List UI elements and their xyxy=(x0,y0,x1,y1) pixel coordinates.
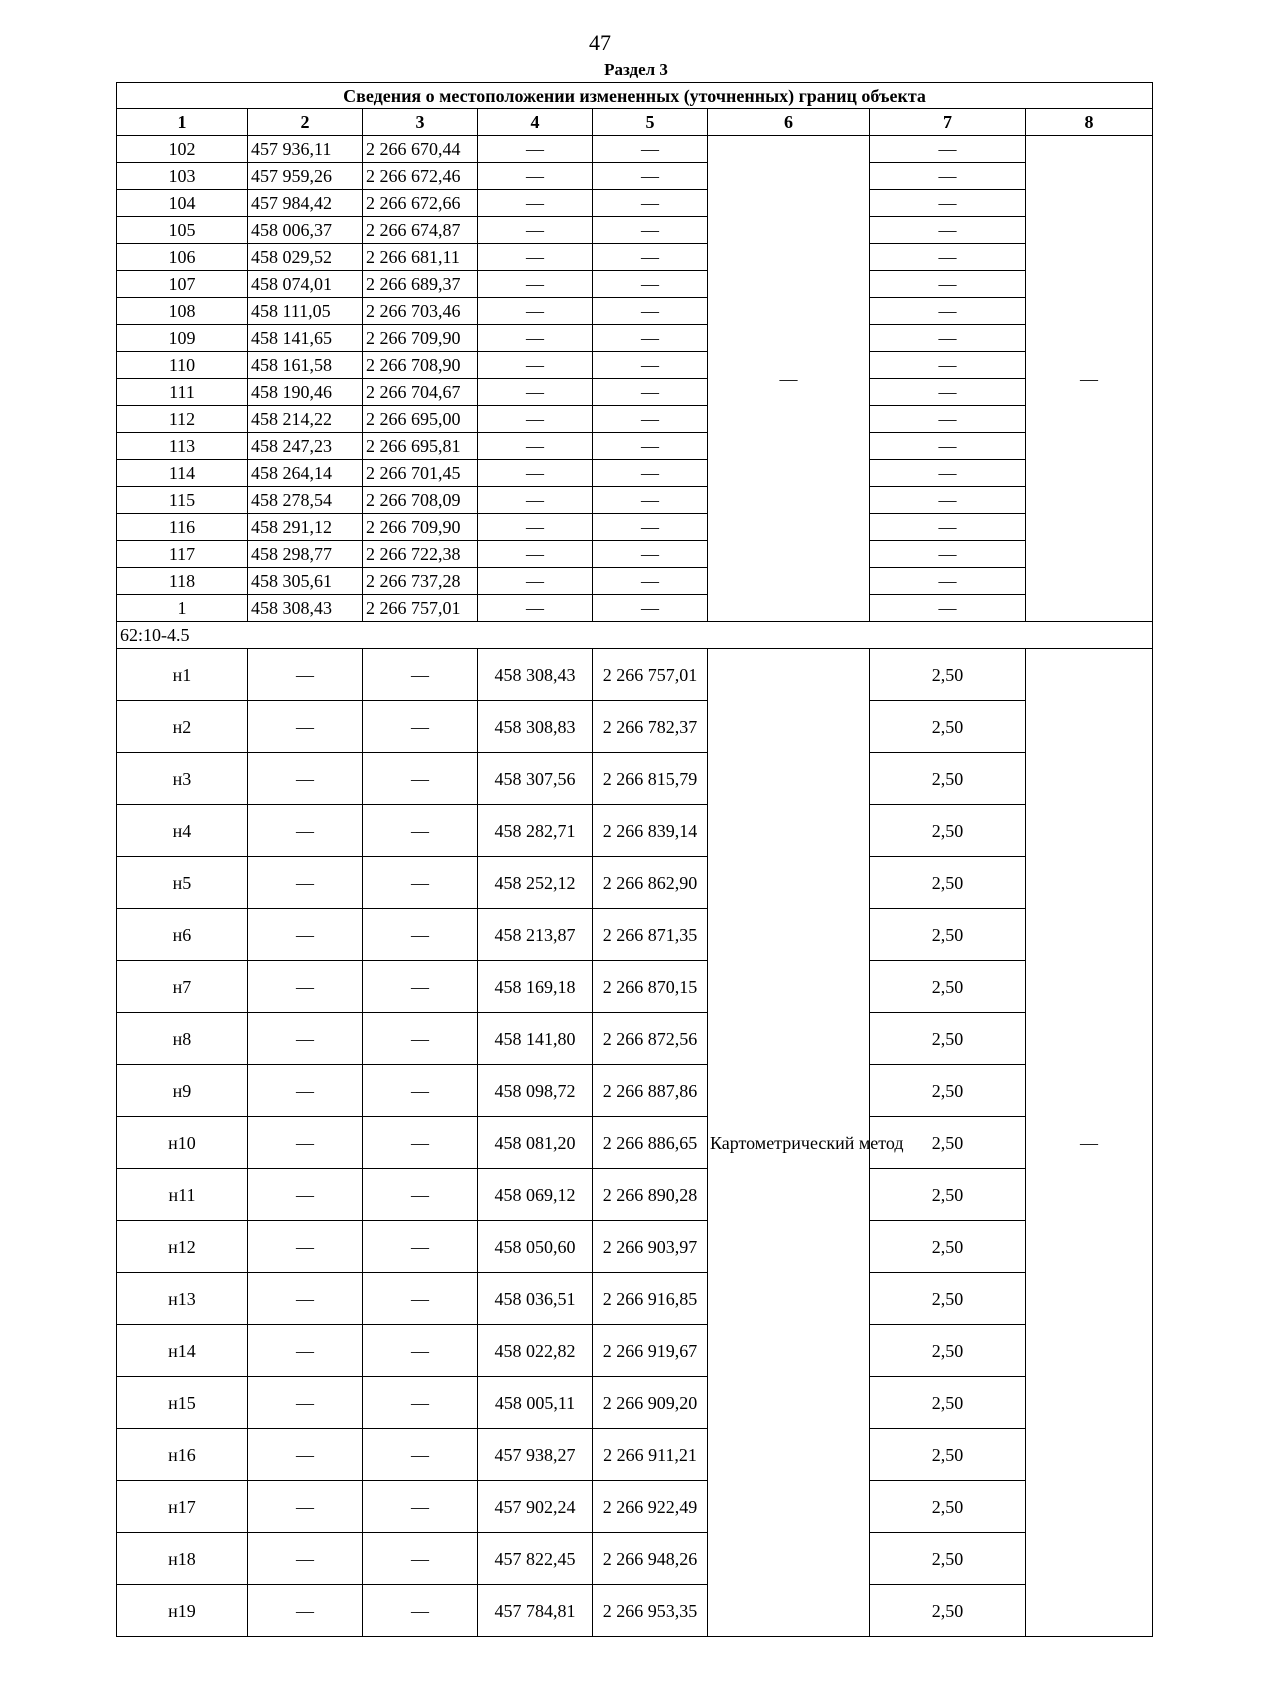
column-number: 6 xyxy=(708,109,870,136)
x-updated: 458 169,18 xyxy=(478,961,593,1013)
x-updated: — xyxy=(478,568,593,595)
table-row xyxy=(117,460,1153,487)
x-updated: — xyxy=(478,271,593,298)
x-existing: — xyxy=(248,753,363,805)
y-updated: — xyxy=(593,568,708,595)
table-row xyxy=(117,352,1153,379)
x-existing: 458 308,43 xyxy=(248,595,363,622)
x-existing: 457 936,11 xyxy=(248,136,363,163)
x-updated: 458 252,12 xyxy=(478,857,593,909)
y-updated: — xyxy=(593,352,708,379)
y-existing: 2 266 670,44 xyxy=(363,136,478,163)
x-updated: — xyxy=(478,433,593,460)
accuracy-value: 2,50 xyxy=(870,1325,1026,1377)
y-updated: 2 266 872,56 xyxy=(593,1013,708,1065)
accuracy-value: 2,50 xyxy=(870,1221,1026,1273)
y-updated: — xyxy=(593,379,708,406)
table-row xyxy=(117,514,1153,541)
accuracy-value: — xyxy=(870,514,1026,541)
point-number: 113 xyxy=(117,433,248,460)
x-existing: 458 074,01 xyxy=(248,271,363,298)
x-existing: — xyxy=(248,1065,363,1117)
point-number: н5 xyxy=(117,857,248,909)
y-existing: — xyxy=(363,1273,478,1325)
y-updated: — xyxy=(593,514,708,541)
point-number: 110 xyxy=(117,352,248,379)
table-row xyxy=(117,433,1153,460)
table-row xyxy=(117,1533,1153,1585)
x-existing: — xyxy=(248,1273,363,1325)
x-existing: 458 305,61 xyxy=(248,568,363,595)
table-row xyxy=(117,541,1153,568)
table-row xyxy=(117,1429,1153,1481)
x-existing: — xyxy=(248,909,363,961)
y-existing: 2 266 681,11 xyxy=(363,244,478,271)
accuracy-value: 2,50 xyxy=(870,1429,1026,1481)
point-number: н10 xyxy=(117,1117,248,1169)
y-existing: — xyxy=(363,1221,478,1273)
accuracy-value: — xyxy=(870,190,1026,217)
x-existing: — xyxy=(248,1117,363,1169)
x-existing: — xyxy=(248,1585,363,1637)
accuracy-value: 2,50 xyxy=(870,1117,1026,1169)
y-existing: 2 266 674,87 xyxy=(363,217,478,244)
point-number: н19 xyxy=(117,1585,248,1637)
y-existing: — xyxy=(363,1377,478,1429)
x-existing: 458 190,46 xyxy=(248,379,363,406)
x-existing: — xyxy=(248,1429,363,1481)
table-row xyxy=(117,136,1153,163)
point-number: 111 xyxy=(117,379,248,406)
y-updated: 2 266 870,15 xyxy=(593,961,708,1013)
y-updated: 2 266 815,79 xyxy=(593,753,708,805)
accuracy-value: 2,50 xyxy=(870,1065,1026,1117)
point-number: 108 xyxy=(117,298,248,325)
y-updated: 2 266 919,67 xyxy=(593,1325,708,1377)
y-updated: — xyxy=(593,163,708,190)
y-existing: 2 266 695,00 xyxy=(363,406,478,433)
table-row xyxy=(117,163,1153,190)
y-existing: — xyxy=(363,753,478,805)
x-updated: — xyxy=(478,595,593,622)
y-existing: 2 266 757,01 xyxy=(363,595,478,622)
y-updated: 2 266 871,35 xyxy=(593,909,708,961)
point-number: н4 xyxy=(117,805,248,857)
table-row xyxy=(117,1221,1153,1273)
x-updated: — xyxy=(478,217,593,244)
table-row xyxy=(117,805,1153,857)
y-existing: 2 266 703,46 xyxy=(363,298,478,325)
table-caption-row xyxy=(117,83,1153,109)
group-label: 62:10-4.5 xyxy=(117,622,1153,649)
point-number: 112 xyxy=(117,406,248,433)
accuracy-value: 2,50 xyxy=(870,1533,1026,1585)
point-number: 116 xyxy=(117,514,248,541)
y-updated: — xyxy=(593,406,708,433)
x-updated: 458 036,51 xyxy=(478,1273,593,1325)
column-8-cell: — xyxy=(1026,136,1153,622)
x-existing: 458 214,22 xyxy=(248,406,363,433)
x-updated: 457 902,24 xyxy=(478,1481,593,1533)
accuracy-value: — xyxy=(870,541,1026,568)
accuracy-value: — xyxy=(870,325,1026,352)
y-existing: 2 266 695,81 xyxy=(363,433,478,460)
y-existing: — xyxy=(363,805,478,857)
x-updated: 458 050,60 xyxy=(478,1221,593,1273)
table-row xyxy=(117,961,1153,1013)
y-existing: 2 266 708,09 xyxy=(363,487,478,514)
table-row xyxy=(117,1273,1153,1325)
point-number: 114 xyxy=(117,460,248,487)
table-row xyxy=(117,1325,1153,1377)
x-updated: — xyxy=(478,379,593,406)
y-updated: — xyxy=(593,460,708,487)
table-row xyxy=(117,1585,1153,1637)
accuracy-value: — xyxy=(870,163,1026,190)
y-updated: — xyxy=(593,271,708,298)
point-number: 103 xyxy=(117,163,248,190)
point-number: 115 xyxy=(117,487,248,514)
accuracy-value: 2,50 xyxy=(870,701,1026,753)
y-existing: 2 266 704,67 xyxy=(363,379,478,406)
point-number: 1 xyxy=(117,595,248,622)
x-updated: — xyxy=(478,514,593,541)
y-existing: 2 266 709,90 xyxy=(363,514,478,541)
x-updated: 457 784,81 xyxy=(478,1585,593,1637)
point-number: 118 xyxy=(117,568,248,595)
table-row xyxy=(117,1065,1153,1117)
y-updated: — xyxy=(593,217,708,244)
accuracy-value: 2,50 xyxy=(870,1169,1026,1221)
x-updated: 457 938,27 xyxy=(478,1429,593,1481)
table-row xyxy=(117,568,1153,595)
column-number: 7 xyxy=(870,109,1026,136)
x-existing: 458 264,14 xyxy=(248,460,363,487)
accuracy-value: — xyxy=(870,217,1026,244)
method-cell: — xyxy=(708,136,870,622)
point-number: н16 xyxy=(117,1429,248,1481)
accuracy-value: — xyxy=(870,460,1026,487)
y-updated: — xyxy=(593,487,708,514)
y-existing: — xyxy=(363,857,478,909)
x-existing: 458 141,65 xyxy=(248,325,363,352)
point-number: н15 xyxy=(117,1377,248,1429)
point-number: н12 xyxy=(117,1221,248,1273)
accuracy-value: — xyxy=(870,271,1026,298)
accuracy-value: — xyxy=(870,406,1026,433)
point-number: н14 xyxy=(117,1325,248,1377)
y-existing: 2 266 709,90 xyxy=(363,325,478,352)
y-existing: — xyxy=(363,649,478,701)
accuracy-value: 2,50 xyxy=(870,649,1026,701)
y-existing: — xyxy=(363,961,478,1013)
table-row xyxy=(117,406,1153,433)
table-row xyxy=(117,487,1153,514)
x-existing: 457 959,26 xyxy=(248,163,363,190)
y-existing: — xyxy=(363,909,478,961)
table-row xyxy=(117,753,1153,805)
y-updated: — xyxy=(593,190,708,217)
column-number: 3 xyxy=(363,109,478,136)
x-existing: — xyxy=(248,1013,363,1065)
y-existing: — xyxy=(363,701,478,753)
y-existing: — xyxy=(363,1065,478,1117)
y-existing: — xyxy=(363,1169,478,1221)
y-existing: — xyxy=(363,1533,478,1585)
y-existing: 2 266 672,66 xyxy=(363,190,478,217)
x-updated: 458 081,20 xyxy=(478,1117,593,1169)
y-existing: 2 266 689,37 xyxy=(363,271,478,298)
table-row xyxy=(117,1377,1153,1429)
x-existing: — xyxy=(248,1377,363,1429)
x-existing: — xyxy=(248,1481,363,1533)
y-updated: — xyxy=(593,244,708,271)
point-number: 117 xyxy=(117,541,248,568)
x-updated: 458 282,71 xyxy=(478,805,593,857)
y-existing: — xyxy=(363,1429,478,1481)
x-existing: 458 278,54 xyxy=(248,487,363,514)
accuracy-value: — xyxy=(870,352,1026,379)
y-updated: — xyxy=(593,136,708,163)
accuracy-value: 2,50 xyxy=(870,961,1026,1013)
x-existing: — xyxy=(248,1221,363,1273)
accuracy-value: 2,50 xyxy=(870,1585,1026,1637)
x-existing: 458 291,12 xyxy=(248,514,363,541)
y-existing: 2 266 701,45 xyxy=(363,460,478,487)
y-updated: 2 266 890,28 xyxy=(593,1169,708,1221)
accuracy-value: — xyxy=(870,298,1026,325)
accuracy-value: — xyxy=(870,433,1026,460)
x-updated: — xyxy=(478,406,593,433)
x-updated: — xyxy=(478,244,593,271)
x-existing: 457 984,42 xyxy=(248,190,363,217)
point-number: н6 xyxy=(117,909,248,961)
accuracy-value: — xyxy=(870,379,1026,406)
table-row xyxy=(117,1169,1153,1221)
accuracy-value: 2,50 xyxy=(870,909,1026,961)
accuracy-value: — xyxy=(870,568,1026,595)
y-updated: 2 266 953,35 xyxy=(593,1585,708,1637)
accuracy-value: 2,50 xyxy=(870,1273,1026,1325)
y-updated: 2 266 922,49 xyxy=(593,1481,708,1533)
table-row xyxy=(117,379,1153,406)
x-existing: 458 111,05 xyxy=(248,298,363,325)
point-number: н8 xyxy=(117,1013,248,1065)
x-updated: — xyxy=(478,487,593,514)
y-updated: 2 266 887,86 xyxy=(593,1065,708,1117)
table-row xyxy=(117,595,1153,622)
point-number: н1 xyxy=(117,649,248,701)
x-updated: 458 005,11 xyxy=(478,1377,593,1429)
y-updated: 2 266 757,01 xyxy=(593,649,708,701)
x-existing: 458 298,77 xyxy=(248,541,363,568)
y-existing: — xyxy=(363,1117,478,1169)
accuracy-value: — xyxy=(870,136,1026,163)
y-updated: 2 266 911,21 xyxy=(593,1429,708,1481)
x-updated: 458 308,43 xyxy=(478,649,593,701)
x-existing: — xyxy=(248,701,363,753)
table-row xyxy=(117,909,1153,961)
y-updated: 2 266 782,37 xyxy=(593,701,708,753)
y-existing: — xyxy=(363,1013,478,1065)
y-updated: 2 266 948,26 xyxy=(593,1533,708,1585)
y-updated: — xyxy=(593,595,708,622)
y-updated: 2 266 903,97 xyxy=(593,1221,708,1273)
y-updated: — xyxy=(593,433,708,460)
x-existing: 458 161,58 xyxy=(248,352,363,379)
x-existing: — xyxy=(248,805,363,857)
y-updated: 2 266 839,14 xyxy=(593,805,708,857)
x-existing: — xyxy=(248,1169,363,1221)
column-number: 1 xyxy=(117,109,248,136)
table-row xyxy=(117,1117,1153,1169)
point-number: 102 xyxy=(117,136,248,163)
point-number: н11 xyxy=(117,1169,248,1221)
point-number: 106 xyxy=(117,244,248,271)
table-row xyxy=(117,649,1153,701)
section-title: Раздел 3 xyxy=(604,60,668,79)
table-row xyxy=(117,1481,1153,1533)
x-existing: 458 247,23 xyxy=(248,433,363,460)
x-existing: 458 006,37 xyxy=(248,217,363,244)
point-number: н13 xyxy=(117,1273,248,1325)
table-row xyxy=(117,244,1153,271)
x-updated: — xyxy=(478,190,593,217)
table-row xyxy=(117,1013,1153,1065)
accuracy-value: 2,50 xyxy=(870,753,1026,805)
x-existing: — xyxy=(248,1533,363,1585)
y-updated: 2 266 886,65 xyxy=(593,1117,708,1169)
method-cell: Картометрический метод xyxy=(708,649,870,1637)
group-row xyxy=(117,622,1153,649)
boundary-coordinates-table xyxy=(116,82,1153,1637)
x-updated: — xyxy=(478,325,593,352)
table-row xyxy=(117,701,1153,753)
x-updated: 457 822,45 xyxy=(478,1533,593,1585)
column-8-cell: — xyxy=(1026,649,1153,1637)
y-updated: — xyxy=(593,541,708,568)
x-existing: — xyxy=(248,857,363,909)
point-number: 104 xyxy=(117,190,248,217)
table-row xyxy=(117,298,1153,325)
x-updated: 458 307,56 xyxy=(478,753,593,805)
y-existing: 2 266 708,90 xyxy=(363,352,478,379)
y-existing: — xyxy=(363,1481,478,1533)
x-updated: 458 069,12 xyxy=(478,1169,593,1221)
point-number: н2 xyxy=(117,701,248,753)
column-number: 4 xyxy=(478,109,593,136)
y-updated: 2 266 862,90 xyxy=(593,857,708,909)
accuracy-value: — xyxy=(870,595,1026,622)
y-updated: — xyxy=(593,298,708,325)
y-existing: 2 266 722,38 xyxy=(363,541,478,568)
y-existing: 2 266 737,28 xyxy=(363,568,478,595)
x-updated: 458 141,80 xyxy=(478,1013,593,1065)
column-number: 2 xyxy=(248,109,363,136)
accuracy-value: — xyxy=(870,244,1026,271)
accuracy-value: — xyxy=(870,487,1026,514)
x-updated: — xyxy=(478,163,593,190)
y-existing: — xyxy=(363,1325,478,1377)
x-updated: — xyxy=(478,136,593,163)
accuracy-value: 2,50 xyxy=(870,805,1026,857)
y-updated: 2 266 909,20 xyxy=(593,1377,708,1429)
point-number: н9 xyxy=(117,1065,248,1117)
table-row xyxy=(117,271,1153,298)
x-existing: — xyxy=(248,1325,363,1377)
accuracy-value: 2,50 xyxy=(870,857,1026,909)
accuracy-value: 2,50 xyxy=(870,1377,1026,1429)
table-row xyxy=(117,325,1153,352)
table-row xyxy=(117,217,1153,244)
x-updated: — xyxy=(478,460,593,487)
x-updated: — xyxy=(478,352,593,379)
column-number-row xyxy=(117,109,1153,136)
y-updated: — xyxy=(593,325,708,352)
point-number: 105 xyxy=(117,217,248,244)
point-number: н18 xyxy=(117,1533,248,1585)
table-row xyxy=(117,857,1153,909)
x-existing: — xyxy=(248,961,363,1013)
accuracy-value: 2,50 xyxy=(870,1481,1026,1533)
point-number: 107 xyxy=(117,271,248,298)
x-updated: 458 308,83 xyxy=(478,701,593,753)
x-existing: — xyxy=(248,649,363,701)
x-updated: 458 098,72 xyxy=(478,1065,593,1117)
point-number: н7 xyxy=(117,961,248,1013)
x-updated: — xyxy=(478,541,593,568)
y-existing: — xyxy=(363,1585,478,1637)
x-existing: 458 029,52 xyxy=(248,244,363,271)
accuracy-value: 2,50 xyxy=(870,1013,1026,1065)
point-number: 109 xyxy=(117,325,248,352)
column-number: 8 xyxy=(1026,109,1153,136)
point-number: н3 xyxy=(117,753,248,805)
column-number: 5 xyxy=(593,109,708,136)
table-row xyxy=(117,190,1153,217)
x-updated: 458 022,82 xyxy=(478,1325,593,1377)
point-number: н17 xyxy=(117,1481,248,1533)
x-updated: 458 213,87 xyxy=(478,909,593,961)
y-existing: 2 266 672,46 xyxy=(363,163,478,190)
page-number: 47 xyxy=(589,30,611,55)
x-updated: — xyxy=(478,298,593,325)
y-updated: 2 266 916,85 xyxy=(593,1273,708,1325)
table-title: Сведения о местоположении измененных (уточненных) границ объекта xyxy=(117,83,1153,109)
